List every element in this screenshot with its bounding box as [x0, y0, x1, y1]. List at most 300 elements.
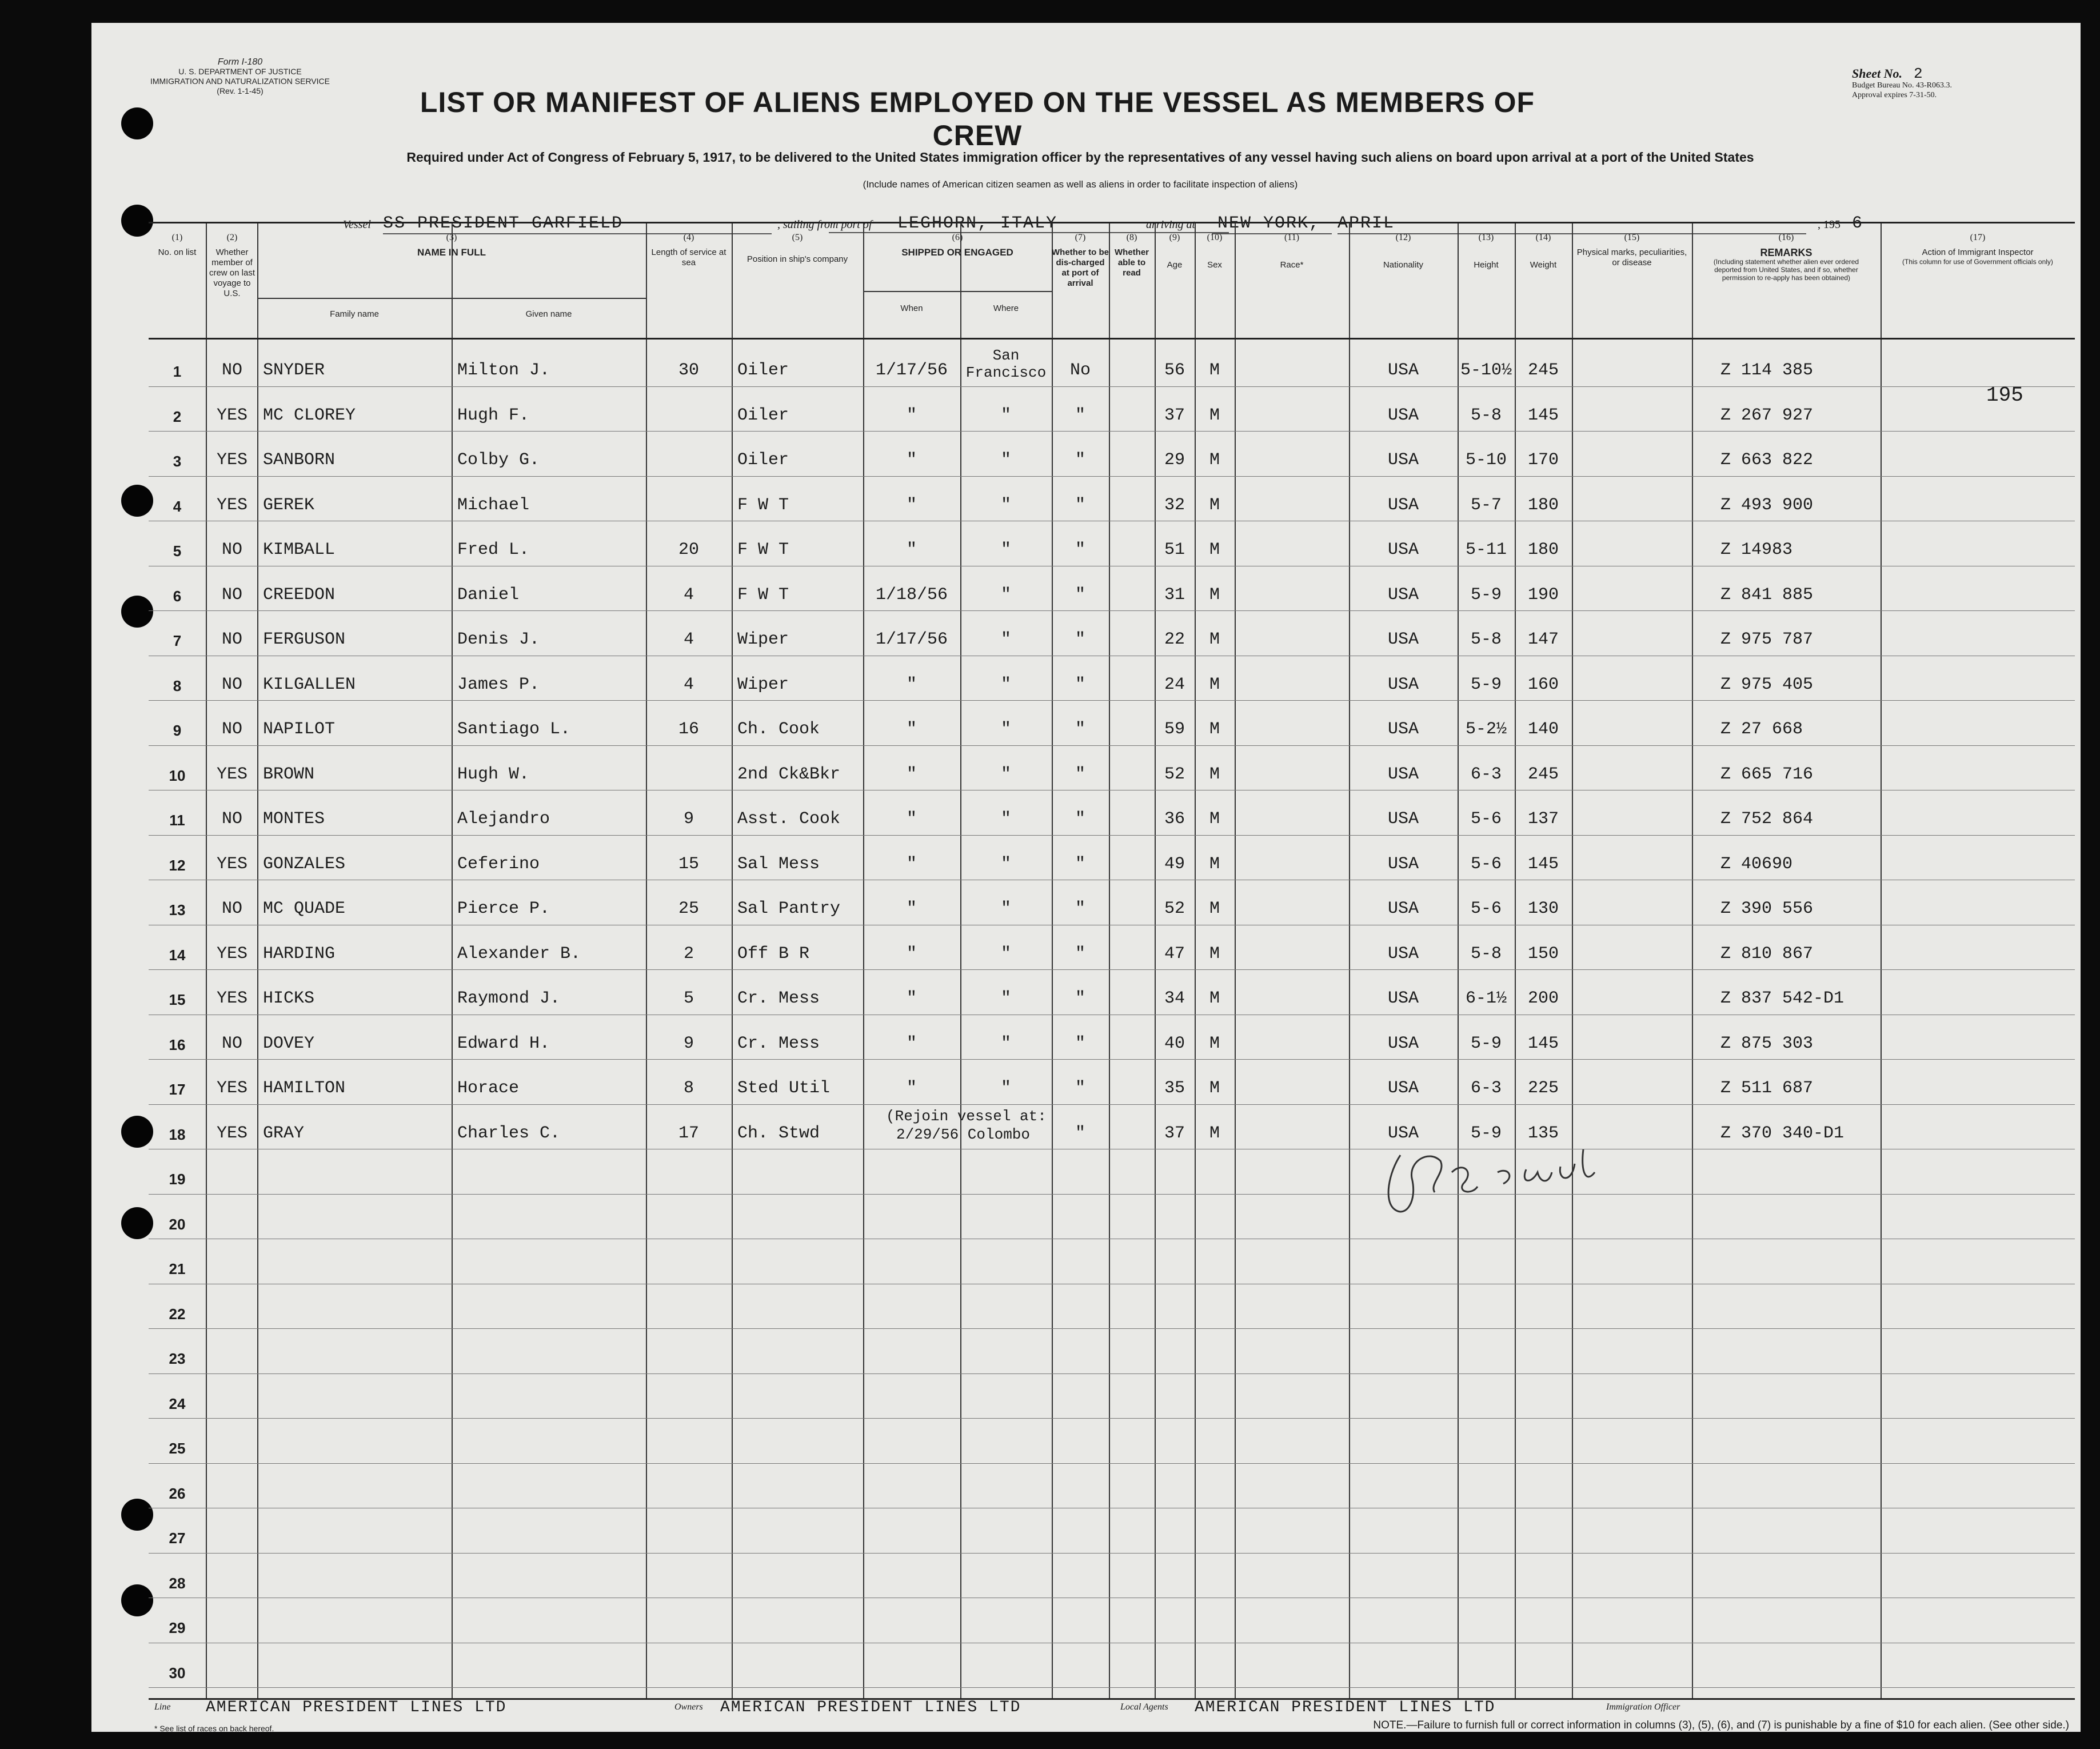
cell-nationality: USA	[1387, 989, 1419, 1008]
cell-weight: 245	[1527, 764, 1559, 784]
cell-service: 5	[683, 989, 694, 1008]
cell-weight: 150	[1527, 944, 1559, 964]
cell-family-name: MC CLOREY	[263, 405, 356, 425]
header-read: (8) Whether able to read	[1115, 233, 1149, 278]
cell-age: 22	[1164, 630, 1185, 649]
cell-age: 56	[1164, 361, 1185, 380]
row-number: 21	[169, 1260, 186, 1277]
cell-remarks: Z 975 405	[1720, 674, 1814, 694]
row-number: 29	[169, 1619, 186, 1636]
cell-family-name: KILGALLEN	[263, 674, 356, 694]
cell-given-name: Daniel	[457, 585, 520, 605]
row-rule	[149, 835, 2075, 836]
cell-age: 37	[1164, 1123, 1185, 1143]
cell-nationality: USA	[1387, 1123, 1419, 1143]
cell-position: Ch. Stwd	[737, 1123, 820, 1143]
cell-remarks: Z 752 864	[1720, 809, 1814, 829]
cell-remarks: Z 810 867	[1720, 944, 1814, 964]
cell-discharged: "	[1075, 1123, 1085, 1143]
cell-discharged: "	[1075, 720, 1085, 739]
cell-last-voyage: NO	[221, 899, 242, 919]
cell-remarks: Z 841 885	[1720, 585, 1814, 605]
cell-last-voyage: YES	[216, 764, 247, 784]
header-weight: (14) Weight	[1530, 233, 1557, 270]
cell-when: 1/17/56	[875, 361, 948, 380]
cell-age: 49	[1164, 854, 1185, 874]
owners-value: AMERICAN PRESIDENT LINES LTD	[720, 1699, 1021, 1716]
cell-height: 5-10½	[1460, 361, 1512, 380]
row-rule	[149, 1194, 2075, 1195]
cell-service: 15	[678, 854, 699, 874]
cell-discharged: "	[1075, 1033, 1085, 1053]
row-number: 22	[169, 1305, 186, 1323]
service: IMMIGRATION AND NATURALIZATION SERVICE	[150, 77, 330, 86]
sheet-info	[1852, 65, 2081, 100]
arriving-port: NEW YORK,	[1212, 214, 1332, 234]
cell-position: Ch. Cook	[737, 720, 820, 739]
header-position: (5) Position in ship's company	[746, 233, 848, 264]
cell-position: Cr. Mess	[737, 989, 820, 1008]
header-physical: (15) Physical marks, peculiarities, or disease	[1576, 233, 1687, 267]
cell-weight: 200	[1527, 989, 1559, 1008]
cell-last-voyage: NO	[221, 585, 242, 605]
row-rule	[149, 1463, 2075, 1464]
cell-sex: M	[1209, 899, 1220, 919]
cell-sex: M	[1209, 764, 1220, 784]
punch-hole	[121, 107, 153, 139]
row-rule	[149, 969, 2075, 970]
cell-nationality: USA	[1387, 764, 1419, 784]
cell-age: 36	[1164, 809, 1185, 829]
cell-nationality: USA	[1387, 540, 1419, 560]
vessel-label: Vessel	[343, 218, 371, 231]
cell-given-name: Edward H.	[457, 1033, 550, 1053]
cell-weight: 137	[1527, 809, 1559, 829]
cell-nationality: USA	[1387, 450, 1419, 470]
cell-when: "	[906, 809, 917, 829]
cell-nationality: USA	[1387, 854, 1419, 874]
row-rule	[149, 1328, 2075, 1329]
cell-sex: M	[1209, 361, 1220, 380]
cell-last-voyage: NO	[221, 540, 242, 560]
row-rule	[149, 1687, 2075, 1688]
cell-nationality: USA	[1387, 674, 1419, 694]
cell-weight: 180	[1527, 540, 1559, 560]
cell-remarks: Z 493 900	[1720, 495, 1814, 515]
inspector-signature	[1378, 1138, 1623, 1224]
form-number: Form I-180	[217, 57, 263, 67]
row-number: 28	[169, 1574, 186, 1592]
cell-position: Oiler	[737, 405, 789, 425]
cell-discharged: "	[1075, 764, 1085, 784]
row-number: 13	[169, 901, 186, 919]
crew-table	[149, 222, 2075, 1700]
cell-height: 5-9	[1470, 1123, 1502, 1143]
cell-nationality: USA	[1387, 585, 1419, 605]
cell-sex: M	[1209, 1123, 1220, 1143]
cell-position: Sal Pantry	[737, 899, 841, 919]
sailing-port: LEGHORN, ITALY	[829, 214, 1229, 233]
cell-weight: 170	[1527, 450, 1559, 470]
row-number: 11	[169, 812, 185, 829]
agents-value: AMERICAN PRESIDENT LINES LTD	[1195, 1699, 1496, 1716]
cell-position: Wiper	[737, 674, 789, 694]
cell-where: "	[1000, 1033, 1011, 1053]
cell-height: 6-3	[1470, 764, 1502, 784]
cell-nationality: USA	[1387, 361, 1419, 380]
row-rule	[149, 386, 2075, 387]
cell-last-voyage: YES	[216, 1079, 247, 1098]
cell-discharged: "	[1075, 989, 1085, 1008]
cell-where: 2/29/56 Colombo	[896, 1125, 1031, 1143]
cell-sex: M	[1209, 944, 1220, 964]
row-rule	[149, 700, 2075, 701]
cell-nationality: USA	[1387, 1079, 1419, 1098]
agents-label: Local Agents	[1120, 1702, 1168, 1712]
cell-where: "	[1000, 450, 1011, 470]
cell-family-name: HICKS	[263, 989, 315, 1008]
cell-service: 17	[678, 1123, 699, 1143]
cell-position: F W T	[737, 540, 789, 560]
header-family-name: Family name	[330, 309, 379, 319]
cell-nationality: USA	[1387, 720, 1419, 739]
cell-position: Cr. Mess	[737, 1033, 820, 1053]
row-rule	[149, 1418, 2075, 1419]
row-number: 18	[169, 1125, 186, 1143]
cell-family-name: GEREK	[263, 495, 315, 515]
row-number: 27	[169, 1530, 186, 1547]
row-number: 24	[169, 1395, 186, 1412]
cell-nationality: USA	[1387, 899, 1419, 919]
cell-weight: 160	[1527, 674, 1559, 694]
row-number: 10	[169, 766, 186, 784]
cell-when: "	[906, 764, 917, 784]
cell-when: "	[906, 1033, 917, 1053]
cell-when: "	[906, 495, 917, 515]
cell-where: "	[1000, 764, 1011, 784]
sheet-number: 2	[1914, 65, 1923, 82]
cell-nationality: USA	[1387, 630, 1419, 649]
row-number: 7	[173, 632, 182, 649]
cell-when: "	[906, 1079, 917, 1098]
cell-remarks: Z 665 716	[1720, 764, 1814, 784]
cell-service: 16	[678, 720, 699, 739]
cell-nationality: USA	[1387, 944, 1419, 964]
header-sex: (10) Sex	[1207, 233, 1223, 270]
row-number: 23	[169, 1350, 186, 1367]
cell-when: "	[906, 540, 917, 560]
row-rule	[149, 745, 2075, 746]
cell-when: 1/18/56	[875, 585, 948, 605]
row-number: 8	[173, 677, 182, 694]
row-number: 30	[169, 1664, 186, 1682]
cell-family-name: BROWN	[263, 764, 315, 784]
cell-service: 2	[683, 944, 694, 964]
cell-height: 6-3	[1470, 1079, 1502, 1098]
cell-when: "	[906, 944, 917, 964]
cell-family-name: HARDING	[263, 944, 336, 964]
action-inspector-value: 195	[1986, 384, 2023, 407]
cell-when: "	[906, 899, 917, 919]
manifest-page	[91, 23, 2081, 1732]
cell-when: (Rejoin vessel at:	[886, 1107, 1047, 1125]
cell-age: 37	[1164, 405, 1185, 425]
cell-sex: M	[1209, 809, 1220, 829]
row-number: 15	[169, 991, 186, 1008]
cell-where: "	[1000, 1079, 1011, 1098]
row-rule	[149, 1104, 2075, 1105]
cell-weight: 245	[1527, 361, 1559, 380]
header-when: When	[900, 304, 923, 313]
cell-last-voyage: YES	[216, 405, 247, 425]
cell-height: 5-9	[1470, 585, 1502, 605]
sailing-label: , sailing from port of	[777, 218, 872, 231]
cell-where: "	[1000, 989, 1011, 1008]
header-no: (1) No. on list	[158, 233, 197, 257]
row-number: 16	[169, 1036, 186, 1053]
cell-given-name: Pierce P.	[457, 899, 550, 919]
cell-family-name: NAPILOT	[263, 720, 336, 739]
cell-where: "	[1000, 630, 1011, 649]
cell-service: 20	[678, 540, 699, 560]
cell-discharged: "	[1075, 944, 1085, 964]
cell-where: "	[1000, 720, 1011, 739]
cell-sex: M	[1209, 674, 1220, 694]
cell-given-name: James P.	[457, 674, 540, 694]
cell-sex: M	[1209, 450, 1220, 470]
cell-last-voyage: NO	[221, 1033, 242, 1053]
cell-height: 5-6	[1470, 809, 1502, 829]
cell-discharged: "	[1075, 405, 1085, 425]
cell-given-name: Colby G.	[457, 450, 540, 470]
cell-last-voyage: YES	[216, 944, 247, 964]
cell-remarks: Z 975 787	[1720, 630, 1814, 649]
cell-weight: 147	[1527, 630, 1559, 649]
arriving-month: APRIL	[1338, 214, 1806, 234]
cell-when: 1/17/56	[875, 630, 948, 649]
cell-given-name: Hugh F.	[457, 405, 530, 425]
cell-weight: 180	[1527, 495, 1559, 515]
row-number: 9	[173, 722, 182, 739]
header-shipped: (6) SHIPPED OR ENGAGED	[901, 233, 1013, 258]
cell-discharged: "	[1075, 899, 1085, 919]
cell-service: 4	[683, 674, 694, 694]
cell-position: F W T	[737, 495, 789, 515]
row-number: 3	[173, 453, 182, 470]
cell-given-name: Santiago L.	[457, 720, 571, 739]
cell-position: Oiler	[737, 361, 789, 380]
cell-position: Asst. Cook	[737, 809, 841, 829]
cell-family-name: FERGUSON	[263, 630, 346, 649]
row-number: 6	[173, 587, 182, 605]
cell-when: "	[906, 720, 917, 739]
cell-weight: 225	[1527, 1079, 1559, 1098]
cell-position: Off B R	[737, 944, 810, 964]
department: U. S. DEPARTMENT OF JUSTICE	[178, 67, 302, 76]
arriving-label: arriving at	[1146, 218, 1196, 231]
cell-weight: 145	[1527, 854, 1559, 874]
header-discharged: (7) Whether to be dis-charged at port of arrival	[1052, 233, 1109, 288]
cell-remarks: Z 875 303	[1720, 1033, 1814, 1053]
budget-bureau: Budget Bureau No. 43-R063.3.	[1852, 81, 1952, 90]
cell-age: 35	[1164, 1079, 1185, 1098]
cell-where: "	[1000, 540, 1011, 560]
cell-sex: M	[1209, 495, 1220, 515]
cell-family-name: DOVEY	[263, 1033, 315, 1053]
header-action: (17) Action of Immigrant Inspector (This column for use of Government officials only)	[1902, 233, 2053, 266]
cell-age: 31	[1164, 585, 1185, 605]
cell-height: 5-11	[1465, 540, 1507, 560]
line-value: AMERICAN PRESIDENT LINES LTD	[206, 1699, 507, 1716]
see-list-note: * See list of races on back hereof.	[154, 1724, 274, 1733]
cell-height: 6-1½	[1465, 989, 1507, 1008]
sheet-label: Sheet No.	[1852, 66, 1902, 81]
cell-remarks: Z 27 668	[1720, 720, 1803, 739]
cell-weight: 130	[1527, 899, 1559, 919]
cell-where: "	[1000, 405, 1011, 425]
cell-height: 5-6	[1470, 854, 1502, 874]
cell-age: 32	[1164, 495, 1185, 515]
line-label: Line	[154, 1702, 171, 1712]
cell-given-name: Alexander B.	[457, 944, 581, 964]
cell-last-voyage: YES	[216, 495, 247, 515]
required-text: Required under Act of Congress of February 5, 1917, to be delivered to the United States immigration officer by the representatives of any vessel having such aliens on board upon arrival at a port of the United States	[406, 150, 1754, 165]
row-number: 5	[173, 542, 182, 560]
cell-weight: 190	[1527, 585, 1559, 605]
cell-sex: M	[1209, 854, 1220, 874]
cell-discharged: "	[1075, 854, 1085, 874]
row-number: 26	[169, 1484, 186, 1502]
cell-age: 52	[1164, 899, 1185, 919]
row-rule	[149, 610, 2075, 611]
cell-given-name: Denis J.	[457, 630, 540, 649]
cell-sex: M	[1209, 989, 1220, 1008]
cell-age: 47	[1164, 944, 1185, 964]
cell-last-voyage: NO	[221, 674, 242, 694]
cell-where: "	[1000, 495, 1011, 515]
cell-position: Sal Mess	[737, 854, 820, 874]
cell-sex: M	[1209, 720, 1220, 739]
vessel-row	[91, 194, 2035, 233]
cell-when: "	[906, 674, 917, 694]
cell-service: 4	[683, 630, 694, 649]
cell-age: 29	[1164, 450, 1185, 470]
cell-discharged: "	[1075, 630, 1085, 649]
header-given-name: Given name	[525, 309, 572, 319]
cell-where: "	[1000, 809, 1011, 829]
cell-given-name: Fred L.	[457, 540, 530, 560]
cell-service: 9	[683, 1033, 694, 1053]
cell-weight: 135	[1527, 1123, 1559, 1143]
row-number: 19	[169, 1171, 186, 1188]
cell-nationality: USA	[1387, 1033, 1419, 1053]
cell-weight: 145	[1527, 1033, 1559, 1053]
cell-nationality: USA	[1387, 405, 1419, 425]
cell-service: 8	[683, 1079, 694, 1098]
row-number: 25	[169, 1440, 186, 1457]
form-identifier	[137, 57, 343, 96]
header-height: (13) Height	[1474, 233, 1499, 270]
header-last-voyage: (2) Whether member of crew on last voyage to U.S.	[209, 233, 255, 298]
cell-height: 5-8	[1470, 405, 1502, 425]
cell-age: 51	[1164, 540, 1185, 560]
header-service: (4) Length of service at sea	[651, 233, 726, 267]
cell-given-name: Alejandro	[457, 809, 550, 829]
header-race: (11) Race*	[1280, 233, 1304, 270]
cell-remarks: Z 837 542-D1	[1720, 989, 1845, 1008]
row-number: 17	[169, 1081, 186, 1098]
cell-when: "	[906, 405, 917, 425]
header-where: Where	[993, 304, 1019, 313]
cell-weight: 140	[1527, 720, 1559, 739]
row-number: 20	[169, 1215, 186, 1233]
cell-when: "	[906, 854, 917, 874]
cell-discharged: "	[1075, 540, 1085, 560]
cell-remarks: Z 390 556	[1720, 899, 1814, 919]
row-number: 14	[169, 946, 186, 964]
cell-last-voyage: NO	[221, 630, 242, 649]
cell-sex: M	[1209, 585, 1220, 605]
header-nationality: (12) Nationality	[1383, 233, 1424, 270]
row-number: 1	[173, 363, 182, 380]
header-name: (3) NAME IN FULL	[417, 233, 486, 258]
row-number: 12	[169, 856, 186, 874]
cell-service: 30	[678, 361, 699, 380]
cell-where: "	[1000, 944, 1011, 964]
cell-where: "	[1000, 899, 1011, 919]
officer-label: Immigration Officer	[1606, 1702, 1680, 1712]
cell-service: 25	[678, 899, 699, 919]
cell-nationality: USA	[1387, 495, 1419, 515]
cell-remarks: Z 370 340-D1	[1720, 1123, 1845, 1143]
cell-family-name: CREEDON	[263, 585, 336, 605]
cell-sex: M	[1209, 630, 1220, 649]
cell-family-name: GONZALES	[263, 854, 346, 874]
cell-given-name: Hugh W.	[457, 764, 530, 784]
cell-family-name: GRAY	[263, 1123, 305, 1143]
cell-remarks: Z 40690	[1720, 854, 1793, 874]
cell-given-name: Milton J.	[457, 361, 550, 380]
cell-last-voyage: NO	[221, 720, 242, 739]
row-number: 2	[173, 408, 182, 425]
year-suffix: 6	[1852, 214, 1864, 233]
cell-age: 40	[1164, 1033, 1185, 1053]
cell-remarks: Z 114 385	[1720, 361, 1814, 380]
cell-discharged: "	[1075, 585, 1085, 605]
cell-height: 5-6	[1470, 899, 1502, 919]
cell-when: "	[906, 989, 917, 1008]
cell-remarks: Z 14983	[1720, 540, 1793, 560]
cell-discharged: "	[1075, 495, 1085, 515]
cell-family-name: SANBORN	[263, 450, 336, 470]
row-rule	[149, 1553, 2075, 1554]
revision: (Rev. 1-1-45)	[217, 86, 264, 95]
cell-family-name: MONTES	[263, 809, 325, 829]
cell-age: 52	[1164, 764, 1185, 784]
cell-given-name: Michael	[457, 495, 530, 515]
cell-last-voyage: YES	[216, 854, 247, 874]
cell-last-voyage: YES	[216, 1123, 247, 1143]
cell-height: 5-8	[1470, 944, 1502, 964]
cell-service: 4	[683, 585, 694, 605]
cell-discharged: "	[1075, 809, 1085, 829]
cell-discharged: No	[1069, 361, 1091, 380]
footer-row	[149, 1699, 2075, 1722]
cell-family-name: KIMBALL	[263, 540, 336, 560]
cell-height: 5-10	[1465, 450, 1507, 470]
cell-remarks: Z 663 822	[1720, 450, 1814, 470]
header-remarks: (16) REMARKS (Including statement whether alien ever ordered deported from United States, and if so, whether permission to re-apply has been obtained)	[1713, 233, 1859, 282]
